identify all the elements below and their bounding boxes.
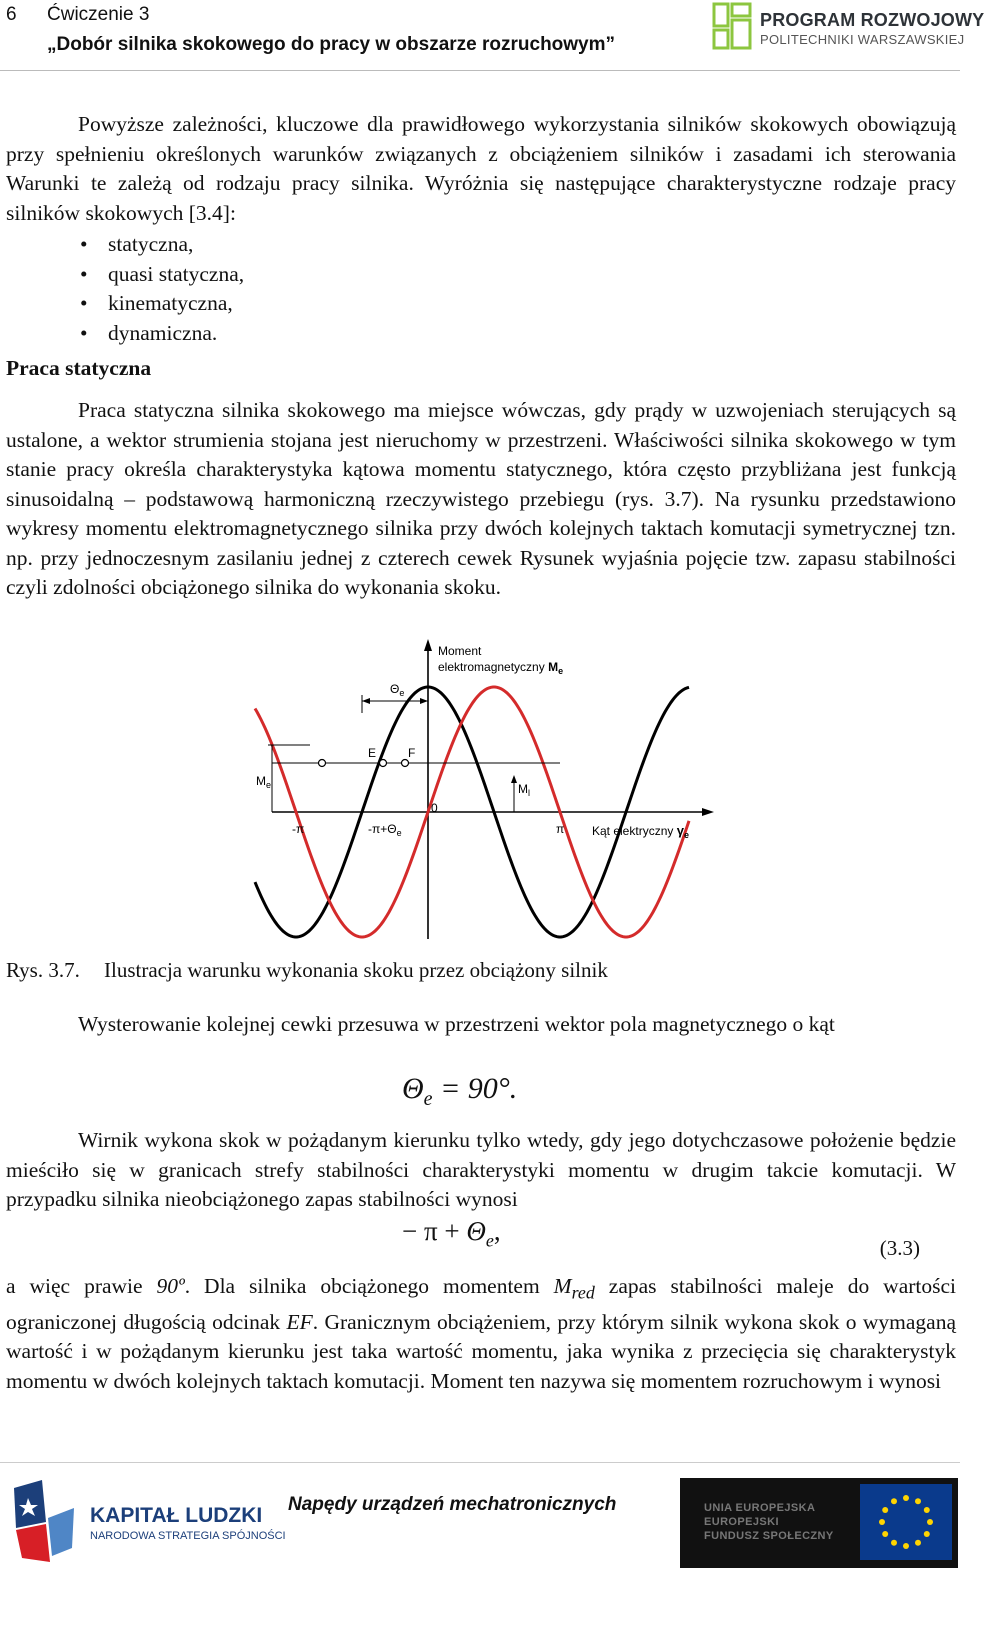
formula-theta: $\Theta_e = 90^\circ$. [402,1072,518,1110]
moment-plot [250,637,730,947]
eu-star [903,1543,909,1549]
ml-arrow-head [511,775,517,783]
y-axis-label: elektromagnetyczny $M_e$ [438,660,564,676]
eu-star [903,1495,909,1501]
footer-divider [0,1462,960,1463]
eu-star [879,1519,885,1525]
eu-star [915,1540,921,1546]
mel-label: $M_{el}$ [256,774,274,790]
x-axis-label: Kąt elektryczny $\gamma_e$ [592,823,689,840]
program-logo-line2: POLITECHNIKI WARSZAWSKIEJ [760,32,965,47]
program-logo-icon [712,2,754,50]
x-axis-arrow [702,808,714,816]
section-heading: Praca statyczna [6,356,152,380]
eu-logo [680,1478,958,1568]
exercise-title: „Dobór silnika skokowego do pracy w obszarze rozruchowym” [47,34,616,55]
list-item: • statyczna, [80,230,244,260]
final-paragraph: a więc prawie 90º. Dla silnika obciążonego momentem $M_{red}$ zapas stabilności maleje do wartości ograniczonej długością odcinak EF. Granicznym obciążeniem, przy którym silnik wykona skok o wymaganą wartość i w pożądanym kierunku jest taka wartość momentu, jaka wynika z przecięcia się charakterystyk momentu w dwóch kolejnych taktach komutacji. Moment ten nazywa się momentem rozruchowym i wynosi [6,1274,956,1393]
theta-arrow-left [362,698,370,704]
list-item: • kinematyczna, [80,289,244,319]
kapital-ludzki-title: KAPITAŁ LUDZKI [90,1504,263,1527]
formula-stability-margin: − $\pi + \Theta_e$, [402,1216,501,1251]
work-modes-list [80,230,244,348]
exercise-label: Ćwiczenie 3 [47,4,150,25]
eu-star [924,1531,930,1537]
intersection-point-f [402,760,409,767]
y-axis-arrow [424,639,432,651]
eu-line3: FUNDUSZ SPOŁECZNY [704,1530,834,1542]
equation-number: (3.3) [879,1236,920,1260]
y-axis-label: Moment [438,644,482,658]
intro-paragraph: Powyższe zależności, kluczowe dla prawidłowego wykorzystania silników skokowych obowiązują przy spełnieniu określonych warunków związanych z obciążeniem silników i zasadami ich sterowania Warunki te zależą od rodzaju pracy silnika. Wyróżnia się następujące charakterystyczne rodzaje pracy silników skokowych [3.4]: [6,112,956,225]
kapital-ludzki-logo [8,1478,286,1564]
intersection-point [319,760,326,767]
eu-star [891,1498,897,1504]
point-e-label: E [368,746,377,760]
figure-number: Rys. 3.7. [6,958,80,982]
neg-pi-label: -π [292,822,305,836]
program-logo-line1: PROGRAM ROZWOJOWY [760,10,984,30]
point-f-label: F [408,746,416,760]
program-logo [712,2,984,52]
eu-star [915,1498,921,1504]
figure-caption: Ilustracja warunku wykonania skoku przez obciążony silnik [104,958,608,982]
rotor-paragraph: Wirnik wykona skok w pożądanym kierunku tylko wtedy, gdy jego dotychczasowe położenie będzie mieściło się w granicach strefy stabilności charakterystyki momentu w drugim takcie komutacji. W przypadku silnika nieobciążonego zapas stabilności wynosi [6,1128,956,1211]
eu-star [891,1540,897,1546]
theta-label: $\Theta_e$ [390,682,405,698]
eu-star [927,1519,933,1525]
kapital-ludzki-icon [8,1478,78,1564]
eu-star [924,1507,930,1513]
eu-star [882,1507,888,1513]
section-paragraph: Praca statyczna silnika skokowego ma miejsce wówczas, gdy prądy w uzwojeniach sterujących są ustalone, a wektor strumienia stojana jest nieruchomy w przestrzeni. Właściwości silnika skokowego w tym stanie pracy określa charakterystyka kątowa momentu statycznego, która często przybliżana jest funkcją sinusoidalną – podstawową harmoniczną rzeczywistego przebiegu (rys. 3.7). Na rysunku przedstawiono wykresy momentu elektromagnetycznego silnika przy dwóch kolejnych taktach komutacji symetrycznej tzn. np. przy jednoczesnym zasilaniu jednej z czterech cewek Rysunek wyjaśnia pojęcie tzw. zapasu stabilności czyli zdolności obciążonego silnika do wykonania skoku. [6,398,956,599]
header-divider [0,70,960,71]
pi-label: π [556,822,565,836]
angle-paragraph: Wysterowanie kolejnej cewki przesuwa w przestrzeni wektor pola magnetycznego o kąt [78,1012,835,1036]
footer-course-title: Napędy urządzeń mechatronicznych [288,1494,617,1515]
origin-label: 0 [431,801,438,815]
theta-arrow-right [420,698,428,704]
neg-pi-theta-label: $-\pi+\Theta_e$ [368,822,402,838]
kapital-ludzki-subtitle: NARODOWA STRATEGIA SPÓJNOŚCI [90,1530,286,1542]
page-number: 6 [6,4,17,25]
eu-line2: EUROPEJSKI [704,1516,779,1528]
moment-characteristic-figure [250,637,730,947]
list-item: • quasi statyczna, [80,260,244,290]
eu-star [882,1531,888,1537]
eu-line1: UNIA EUROPEJSKA [704,1502,816,1514]
eu-flag-icon [860,1484,952,1560]
ml-label: $M_l$ [518,782,530,798]
list-item: • dynamiczna. [80,319,244,349]
intersection-point-e [380,760,387,767]
